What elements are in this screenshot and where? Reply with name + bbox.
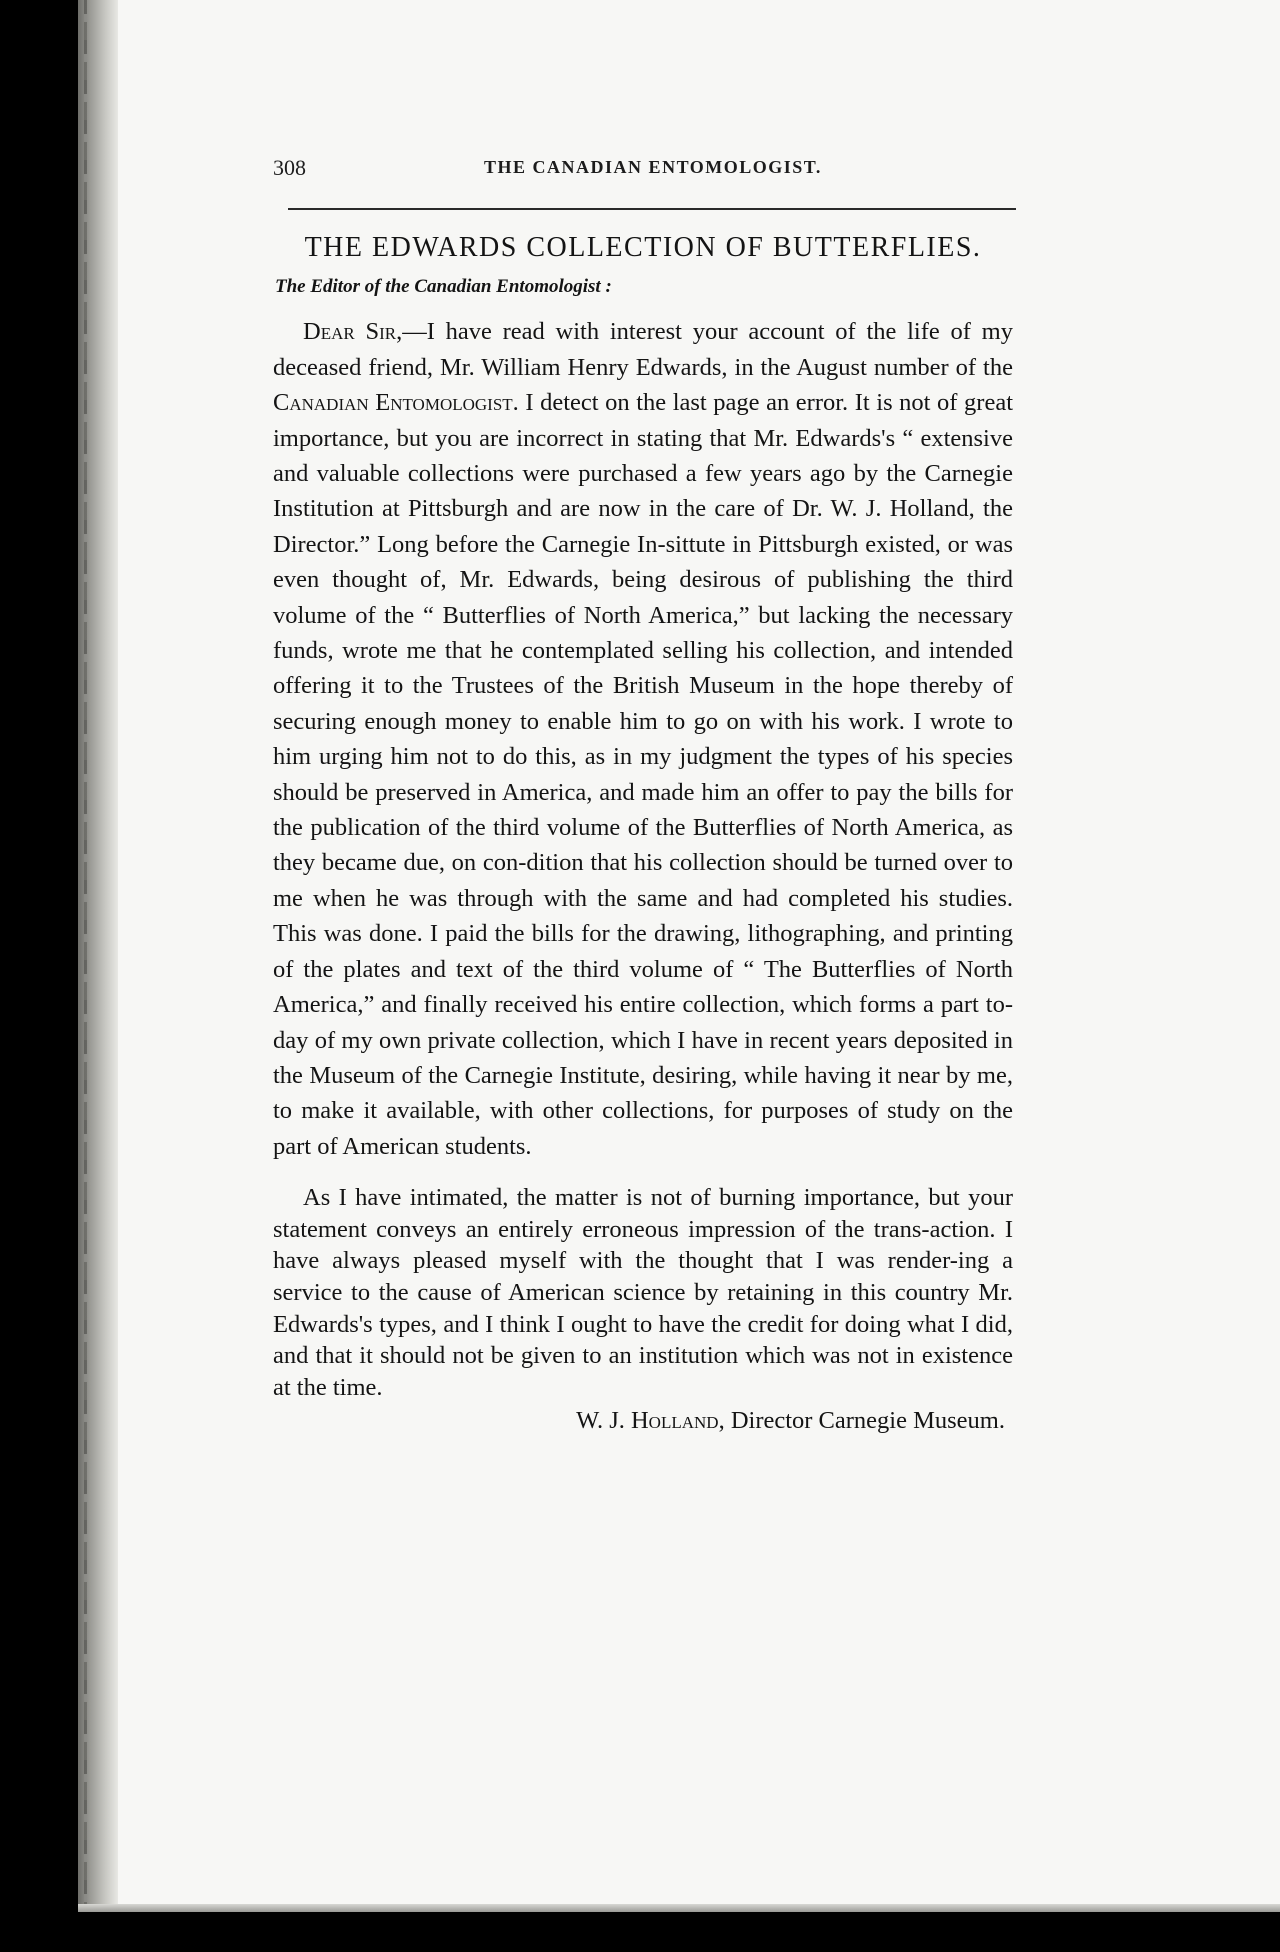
binding-gutter <box>78 0 118 1912</box>
scanned-page <box>78 0 1280 1912</box>
paragraph-2-text: As I have intimated, the matter is not of burning importance, but your statement conveys an entirely erroneous impression of the trans-action. I have always pleased myself with the thought that I was render-ing a service to the cause of American science by retaining in this country Mr. Edwards's types, and I think I ought to have the credit for doing what I did, and that it should not be given to an institution which was not in existence at the time. <box>273 1184 1013 1401</box>
running-head <box>273 155 1013 185</box>
paragraph-1-text-a: ,—I have read with interest your account of the life of my deceased friend, Mr. William Henry Edwards, in the August number of the <box>273 318 1013 381</box>
article-title: THE EDWARDS COLLECTION OF BUTTERFLIES. <box>304 232 982 263</box>
salutation-lead: Dear Sir <box>303 318 397 346</box>
journal-title: THE CANADIAN ENTOMOLOGIST. <box>484 157 822 177</box>
paragraph-1 <box>273 314 1013 1164</box>
header-rule <box>288 208 1016 210</box>
journal-name: Canadian Entomologist <box>273 389 513 417</box>
signature-initials: W. J. <box>576 1407 631 1435</box>
paragraph-1-text-b: . I detect on the last page an error. It is not of great importance, but you are incorrect in stating that Mr. Edwards's “ extensive and valuable collections were purchased a few years ago by the Carnegie Institution at Pittsburgh and are now in the care of Dr. W. J. Holland, the Director.” Long before the Carnegie In-sittute in Pittsburgh existed, or was even thought of, Mr. Edwards, being desirous of publishing the third volume of the “ Butterflies of North America,” but lacking the necessary funds, wrote me that he contemplated selling his collection, and intended offering it to the Trustees of the British Museum in the hope thereby of securing enough money to enable him to go on with his work. I wrote to him urging him not to do this, as in my judgment the types of his species should be preserved in America, and made him an offer to pay the bills for the publication of the third volume of the Butterflies of North America, as they became due, on con-dition that his collection should be turned over to me when he was through with the same and had completed his studies. This was done. I paid the bills for the drawing, lithographing, and printing of the plates and text of the third volume of “ The Butterflies of North America,” and finally received his entire collection, which forms a part to-day of my own private collection, which I have in recent years deposited in the Museum of the Carnegie Institute, desiring, while having it near by me, to make it available, with other collections, for purposes of study on the part of American students. <box>273 389 1013 1160</box>
salutation: The Editor of the Canadian Entomologist : <box>275 276 612 298</box>
page-number: 308 <box>273 155 306 180</box>
article <box>273 230 1013 1435</box>
paragraph-2 <box>273 1182 1013 1403</box>
signature-surname: Holland <box>630 1407 719 1435</box>
page-bottom-edge <box>78 1904 1280 1912</box>
signature <box>273 1407 1013 1435</box>
signature-title: , Director Carnegie Museum. <box>718 1407 1005 1435</box>
